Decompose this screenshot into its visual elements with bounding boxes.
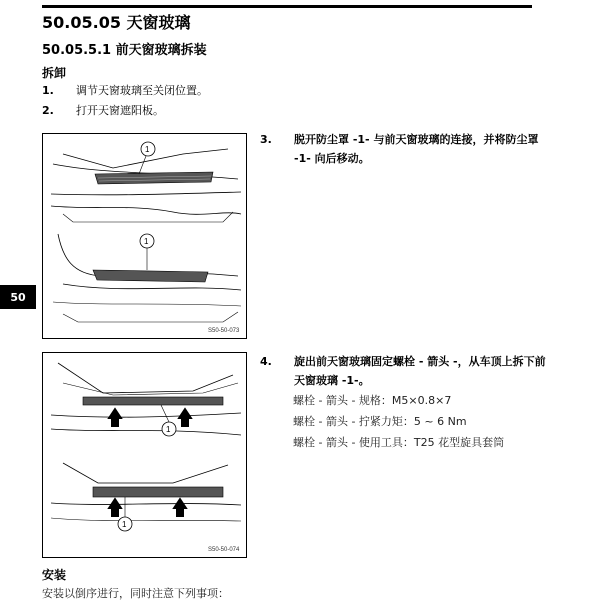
callout-number: 1 — [122, 520, 127, 529]
figure-code: S50-50-073 — [208, 328, 240, 334]
figure-2-illustration — [43, 353, 246, 557]
step-2 — [42, 102, 322, 120]
figure-1-illustration — [43, 134, 246, 338]
spec-size: 螺栓 - 箭头 - 规格：M5×0.8×7 — [293, 394, 452, 407]
step-text: 打开天窗遮阳板。 — [76, 104, 164, 117]
top-rule — [42, 5, 532, 8]
step-number: 3. — [260, 133, 272, 146]
install-heading: 安装 — [42, 568, 67, 582]
chapter-tab: 50 — [0, 285, 36, 309]
step-1 — [42, 82, 322, 100]
figure-code: S50-50-074 — [208, 547, 240, 553]
callout-number: 1 — [145, 145, 150, 154]
callout-number: 1 — [144, 237, 149, 246]
figure-glass-bolts — [42, 352, 247, 558]
section-title: 50.05.05 天窗玻璃 — [42, 13, 191, 32]
step-number: 1. — [42, 84, 54, 97]
figure-dust-cover — [42, 133, 247, 339]
step-number: 2. — [42, 104, 54, 117]
spec-tool: 螺栓 - 箭头 - 使用工具：T25 花型旋具套筒 — [293, 436, 505, 449]
step-3 — [260, 130, 560, 170]
section-subtitle: 50.05.5.1 前天窗玻璃拆装 — [42, 43, 207, 58]
removal-heading: 拆卸 — [42, 66, 67, 80]
spec-torque: 螺栓 - 箭头 - 拧紧力矩：5 ~ 6 Nm — [293, 415, 467, 428]
install-text: 安装以倒序进行，同时注意下列事项： — [42, 587, 229, 600]
step-text: 旋出前天窗玻璃固定螺栓 - 箭头 -，从车顶上拆下前天窗玻璃 -1-。 — [294, 355, 546, 387]
step-4 — [260, 352, 560, 392]
step-text: 脱开防尘罩 -1- 与前天窗玻璃的连接，并将防尘罩 -1- 向后移动。 — [294, 133, 539, 165]
step-text: 调节天窗玻璃至关闭位置。 — [76, 84, 208, 97]
step-number: 4. — [260, 355, 272, 368]
callout-number: 1 — [166, 425, 171, 434]
